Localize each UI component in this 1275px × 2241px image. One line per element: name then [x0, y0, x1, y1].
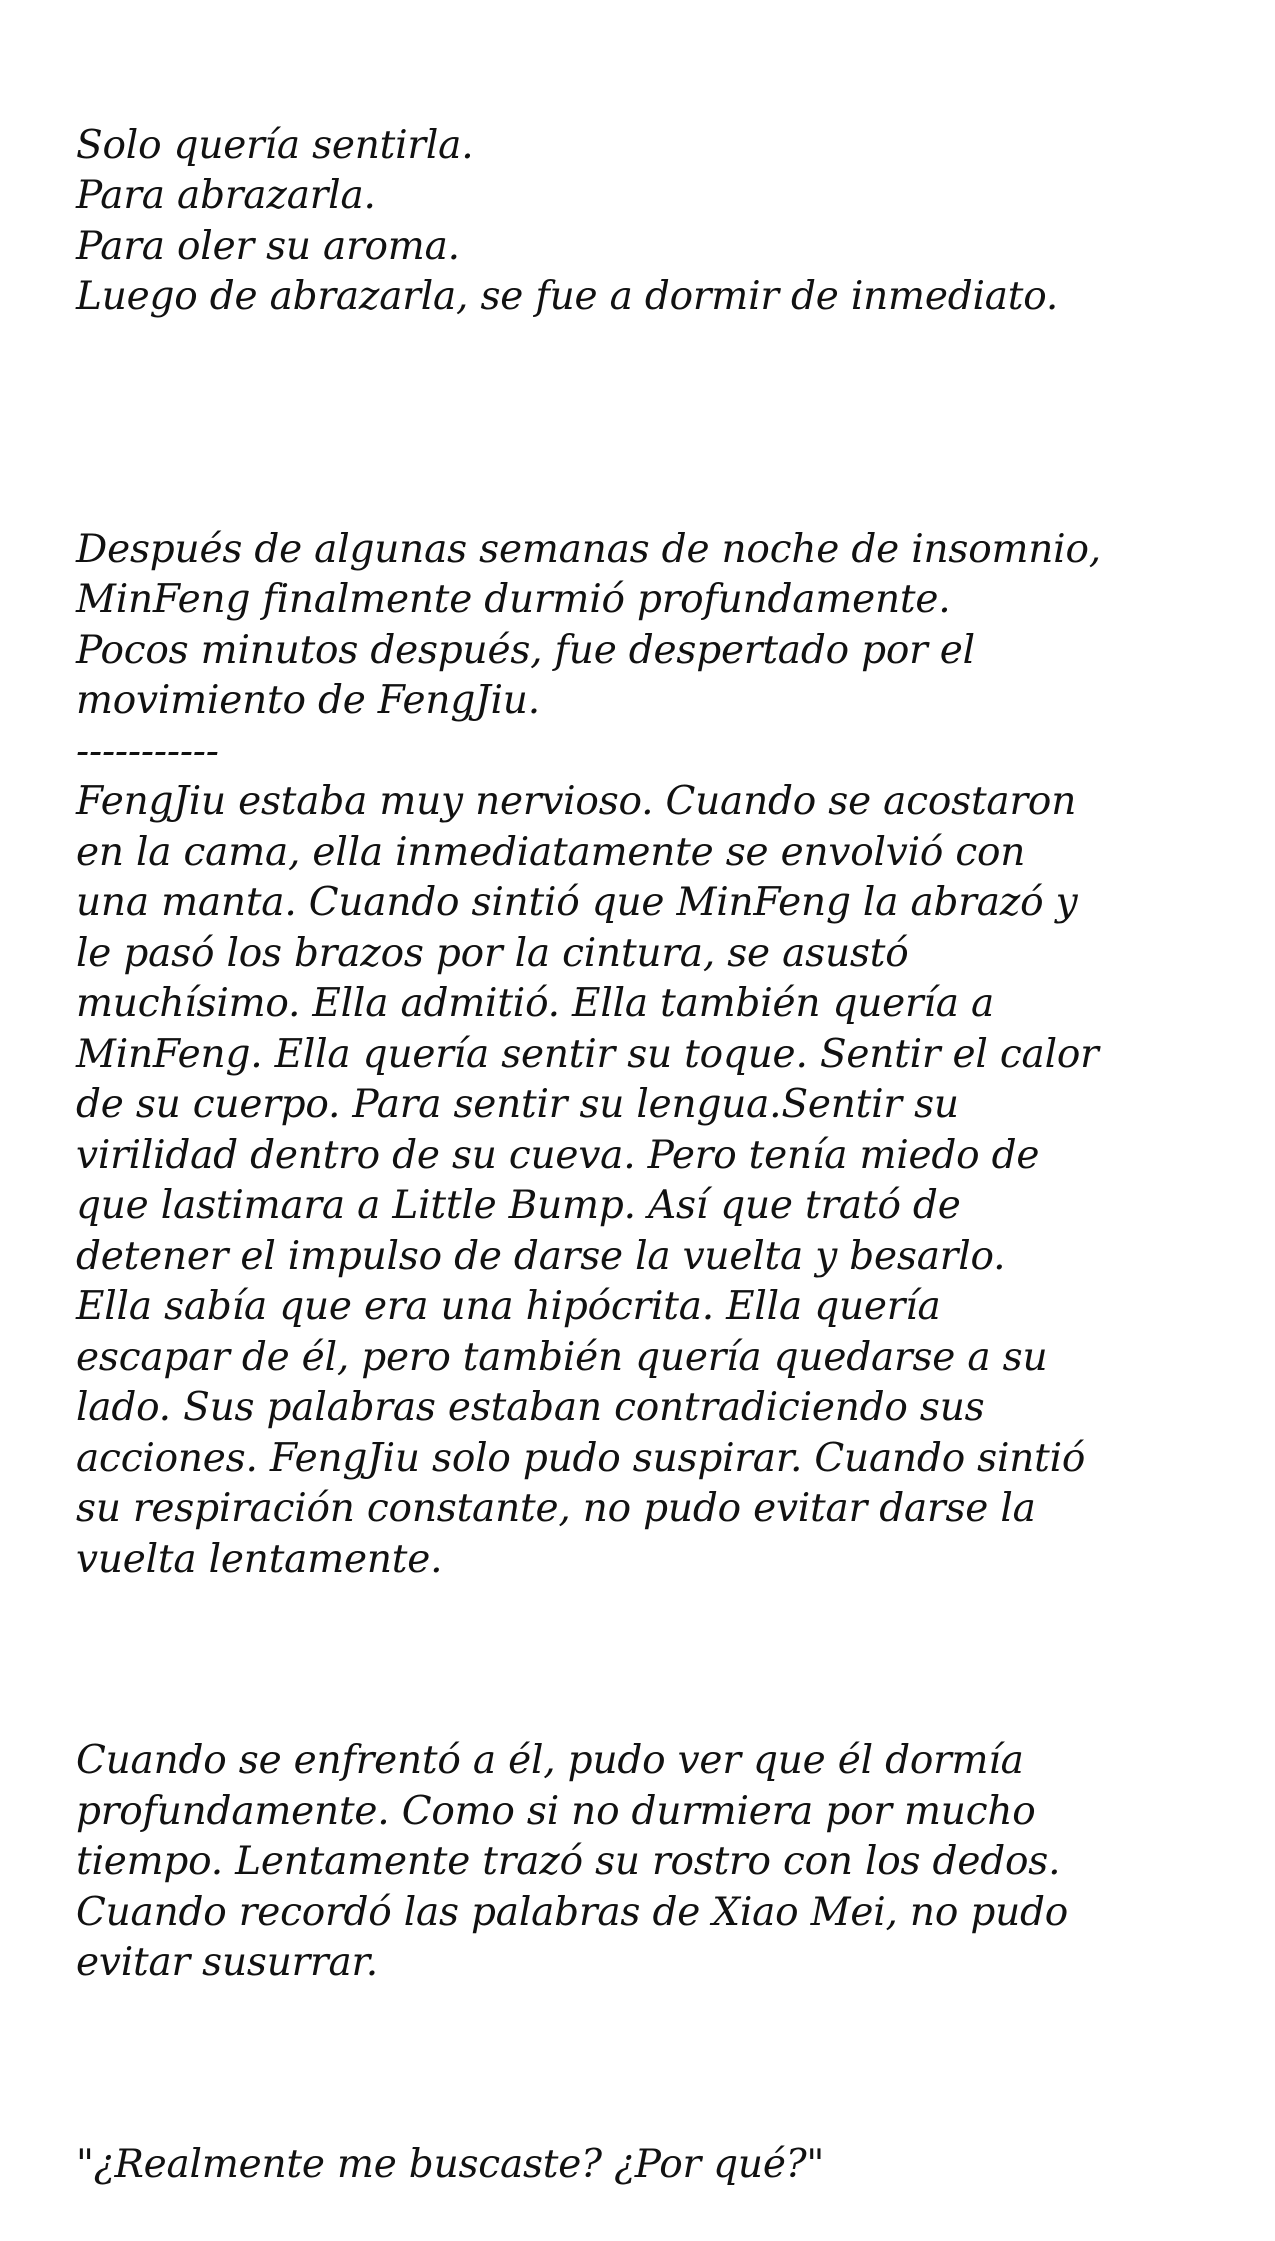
- paragraph-main: Después de algunas semanas de noche de insomnio, MinFeng finalmente durmió profundamente. Pocos minutos después, fue despertado por el movimiento de FengJiu. ----------- FengJiu estaba muy nervioso. Cuando se acostaron en la cama, ella inmediatamente se envolvió con una manta. Cuando sintió que MinFeng la abrazó y le pasó los brazos por la cintura, se asustó muchísimo. Ella admitió. Ella también quería a MinFeng. Ella quería sentir su toque. Sentir el calor de su cuerpo. Para sentir su lengua.Sentir su virilidad dentro de su cueva. Pero tenía miedo de que lastimara a Little Bump. Así que trató de detener el impulso de darse la vuelta y besarlo. Ella sabía que era una hipócrita. Ella quería escapar de él, pero también quería quedarse a su lado. Sus palabras estaban contradiciendo sus acciones. FengJiu solo pudo suspirar. Cuando sintió su respiración constante, no pudo evitar darse la vuelta lentamente.: [76, 526, 1101, 1582]
- paragraph-spacer: [76, 2039, 1216, 2089]
- paragraph-spacer: [76, 373, 1216, 474]
- dialogue-line: "¿Realmente me buscaste? ¿Por qué?": [76, 2141, 825, 2187]
- paragraph-opening: Solo quería sentirla. Para abrazarla. Para oler su aroma. Luego de abrazarla, se fue a dormir de inmediato.: [76, 122, 1059, 319]
- paragraph-spacer: [76, 1636, 1216, 1686]
- paragraph-face: Cuando se enfrentó a él, pudo ver que él dormía profundamente. Como si no durmiera por mucho tiempo. Lentamente trazó su rostro con los dedos. Cuando recordó las palabras de Xiao Mei, no pudo evitar susurrar.: [76, 1738, 1069, 1985]
- document-page: [76, 70, 1216, 2241]
